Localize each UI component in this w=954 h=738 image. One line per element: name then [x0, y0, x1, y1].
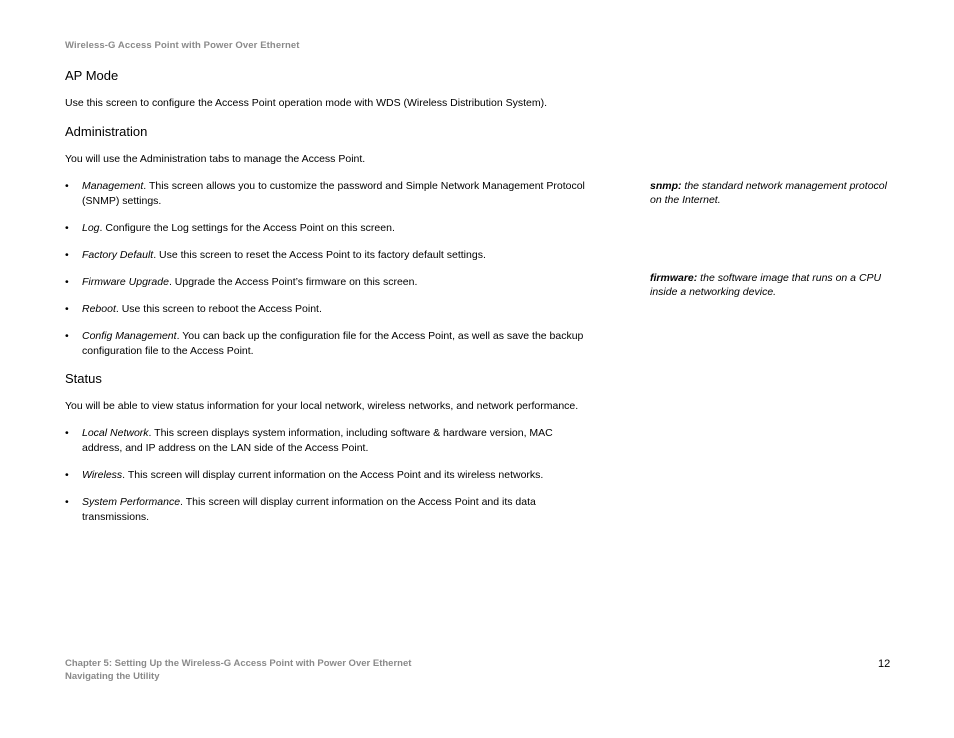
list-item: [65, 468, 595, 483]
bullet-icon: •: [65, 303, 69, 315]
item-term: Management: [82, 180, 144, 192]
bullet-icon: •: [65, 180, 69, 192]
item-term: Log: [82, 222, 100, 234]
list-item: [65, 495, 595, 525]
bullet-list: [65, 426, 595, 525]
sidebar-note-snmp: [650, 179, 900, 207]
page-number: 12: [878, 658, 891, 670]
list-item: [65, 221, 595, 236]
list-item: [65, 329, 595, 359]
bullet-icon: •: [65, 496, 69, 508]
item-term: Local Network: [82, 427, 149, 439]
item-text: . This screen allows you to customize the password and Simple Network Management Protocol (SNMP) settings.: [82, 180, 585, 207]
footer: [65, 657, 411, 683]
bullet-icon: •: [65, 222, 69, 234]
section-heading: Status: [65, 371, 102, 386]
section-administration: [65, 124, 595, 359]
list-item: [65, 302, 595, 317]
item-text: . Upgrade the Access Point’s firmware on this screen.: [168, 276, 418, 288]
bullet-list: [65, 179, 595, 359]
section-status: [65, 371, 595, 525]
item-text: . This screen will display current information on the Access Point and its wireless networks.: [122, 469, 544, 481]
bullet-icon: •: [65, 276, 69, 288]
item-text: . Configure the Log settings for the Access Point on this screen.: [99, 222, 395, 234]
bullet-icon: •: [65, 427, 69, 439]
item-text: . You can back up the configuration file for the Access Point, as well as save the backup configuration file to the Access Point.: [82, 330, 584, 357]
list-item: [65, 275, 595, 290]
main-content: [65, 68, 595, 537]
item-text: . Use this screen to reset the Access Point to its factory default settings.: [153, 249, 486, 261]
item-term: Factory Default: [82, 249, 154, 261]
item-text: . Use this screen to reboot the Access Point.: [115, 303, 322, 315]
item-term: Reboot: [82, 303, 116, 315]
note-term: firmware:: [650, 272, 698, 284]
item-term: System Performance: [82, 496, 181, 508]
note-definition: the standard network management protocol on the Internet.: [650, 180, 887, 206]
section-intro: You will be able to view status information for your local network, wireless networks, and network performance.: [65, 400, 579, 412]
bullet-icon: •: [65, 249, 69, 261]
section-heading: Administration: [65, 124, 148, 139]
list-item: [65, 179, 595, 209]
section-heading: AP Mode: [65, 68, 119, 83]
bullet-icon: •: [65, 330, 69, 342]
list-item: [65, 248, 595, 263]
section-intro: Use this screen to configure the Access Point operation mode with WDS (Wireless Distribution System).: [65, 97, 548, 109]
footer-section: Navigating the Utility: [65, 671, 160, 682]
bullet-icon: •: [65, 469, 69, 481]
running-header: Wireless-G Access Point with Power Over Ethernet: [65, 40, 300, 51]
note-definition: the software image that runs on a CPU inside a networking device.: [650, 272, 882, 298]
item-text: . This screen displays system information, including software & hardware version, MAC address, and IP address on the LAN side of the Access Point.: [82, 427, 553, 454]
footer-chapter: Chapter 5: Setting Up the Wireless-G Access Point with Power Over Ethernet: [65, 658, 412, 669]
sidebar-note-firmware: [650, 271, 900, 299]
section-intro: You will use the Administration tabs to manage the Access Point.: [65, 153, 366, 165]
item-term: Wireless: [82, 469, 123, 481]
item-term: Firmware Upgrade: [82, 276, 169, 288]
section-ap-mode: [65, 68, 595, 111]
note-term: snmp:: [650, 180, 682, 192]
item-term: Config Management: [82, 330, 177, 342]
item-text: . This screen will display current information on the Access Point and its data transmissions.: [82, 496, 536, 523]
list-item: [65, 426, 595, 456]
